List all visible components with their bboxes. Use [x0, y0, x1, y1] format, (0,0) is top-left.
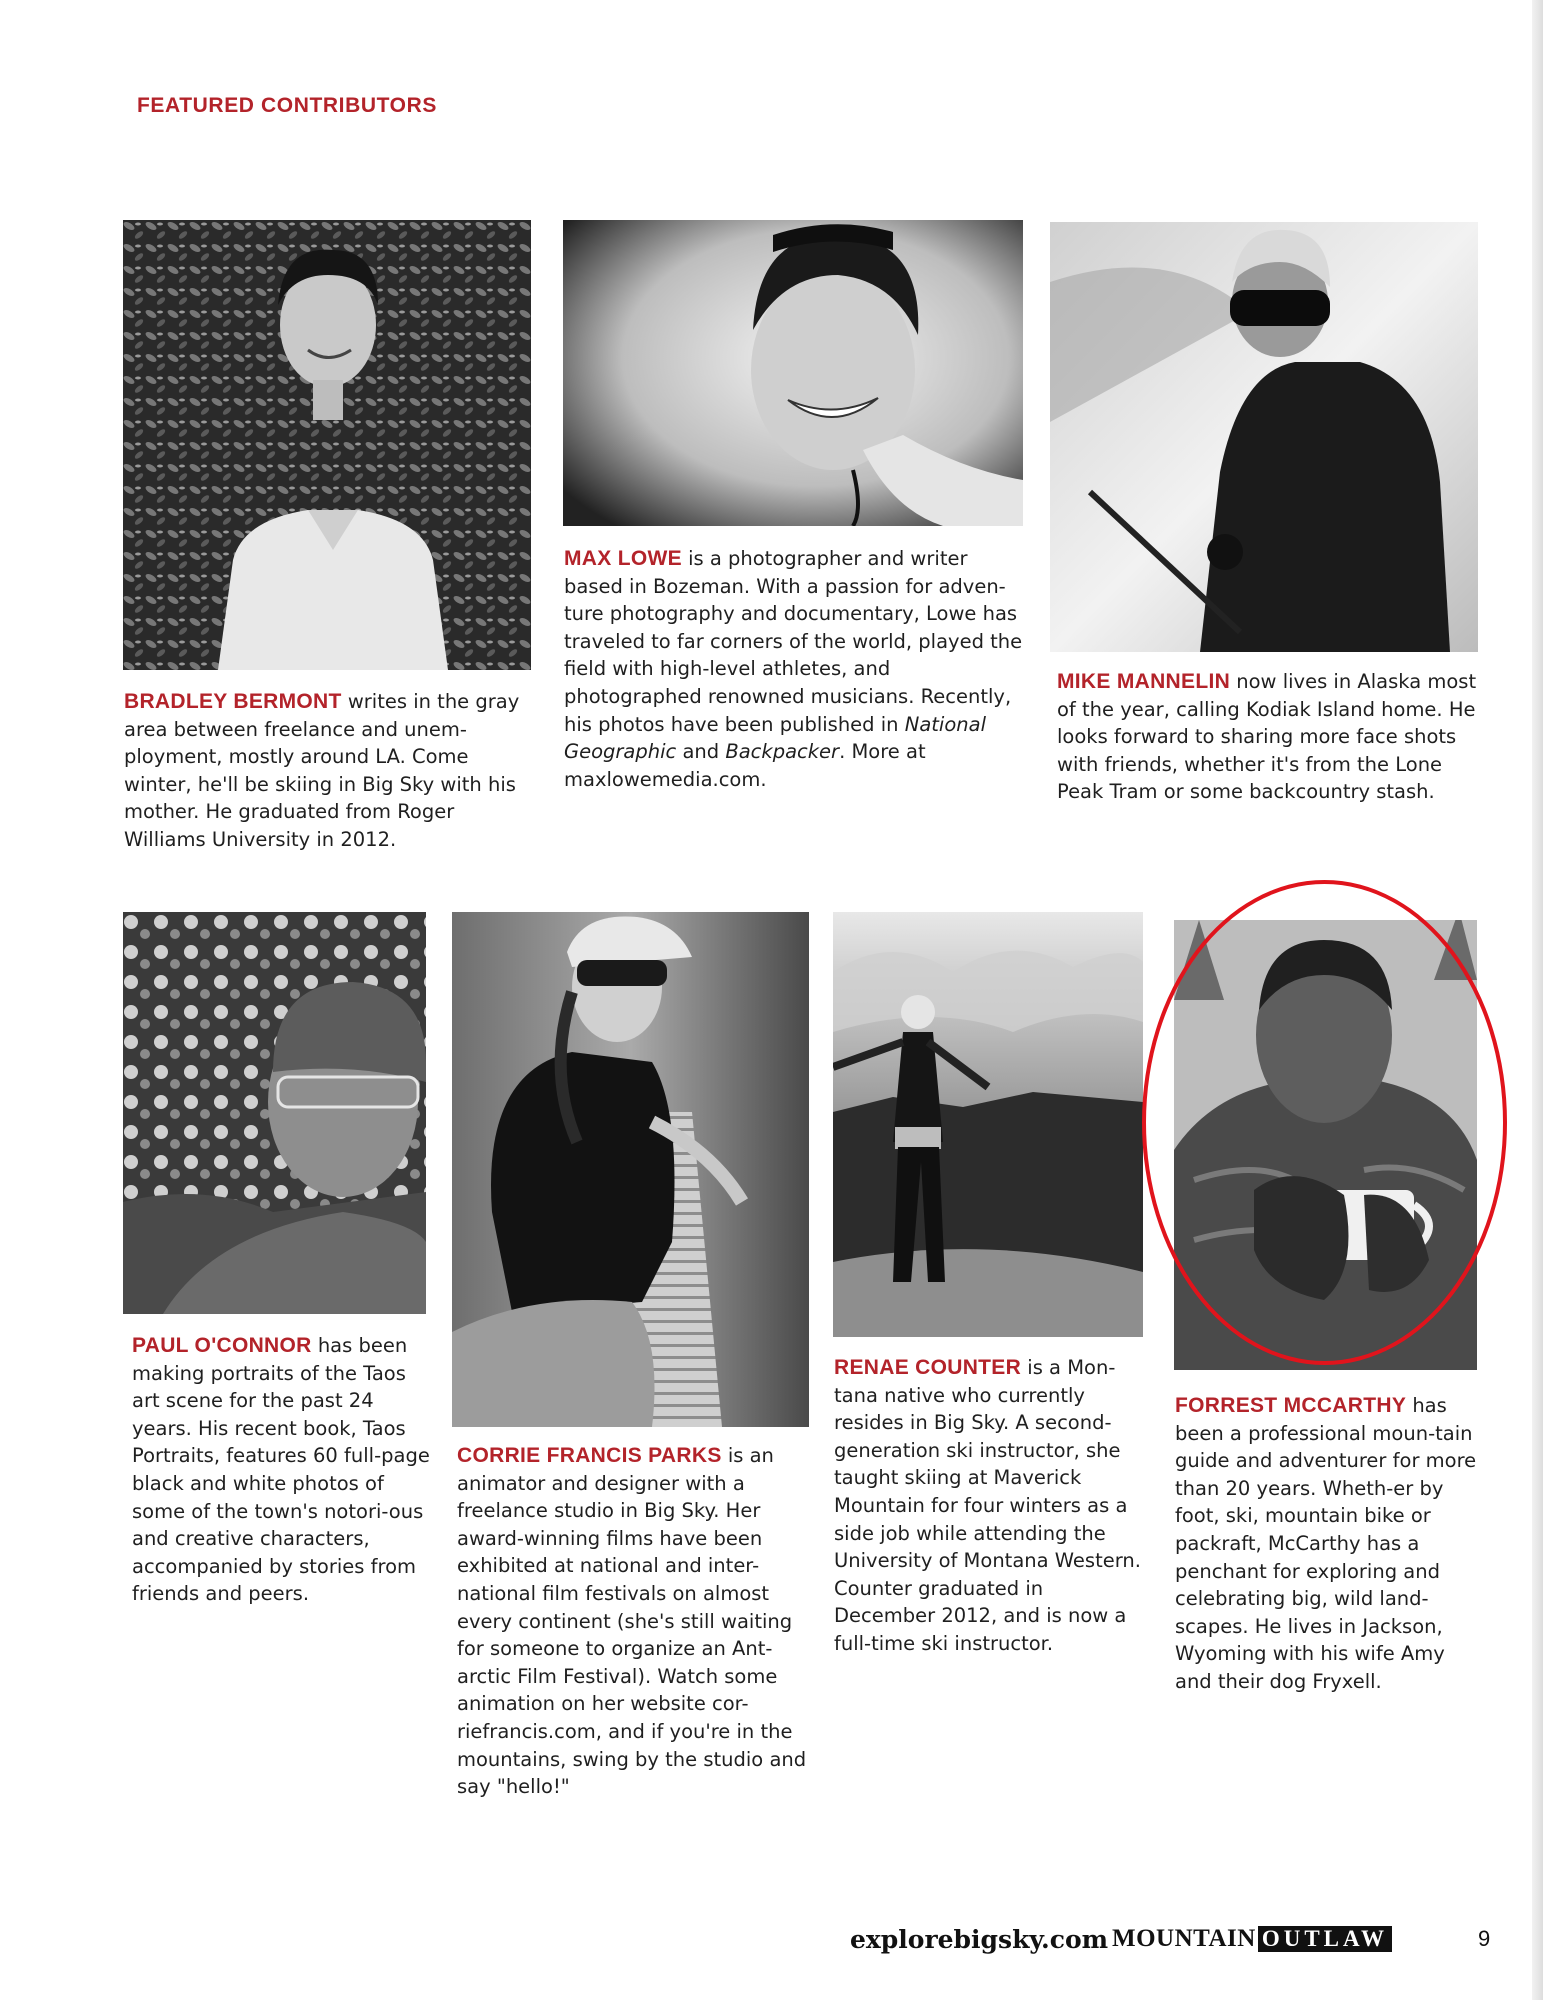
bio-paul-oconnor [132, 1332, 437, 1608]
contributor-bio: has been making portraits of the Taos art scene for the past 24 years. His recent book, Taos Portraits, features 60 full-page black and white photos of some of the town's notori-ous and creative characters, accompanied by stories from friends and peers. [132, 1334, 430, 1606]
contributor-bio: now lives in Alaska most of the year, calling Kodiak Island home. He looks forward to sharing more face shots with friends, whether it's from the Lone Peak Tram or some backcountry stash. [1057, 670, 1477, 804]
page-number: 9 [1478, 1926, 1491, 1951]
photo-renae-counter [833, 912, 1143, 1337]
page-edge [1532, 0, 1543, 2000]
brand-outlaw: OUTLAW [1258, 1926, 1392, 1952]
bio-renae-counter [834, 1354, 1144, 1658]
brand-mountain: MOUNTAIN [1112, 1925, 1256, 1952]
contributor-name: MIKE MANNELIN [1057, 670, 1231, 693]
publication-name: Backpacker [725, 740, 840, 764]
bio-max-lowe [564, 545, 1024, 793]
contributor-bio: writes in the gray area between freelance and unem-ployment, mostly around LA. Come winter, he'll be skiing in Big Sky with his mother. He graduated from Roger Williams University in 2012. [124, 690, 520, 851]
photo-mike-mannelin [1050, 222, 1478, 652]
publication-name: National Geographic [564, 712, 986, 764]
photo-max-lowe [563, 220, 1023, 526]
section-title: FEATURED CONTRIBUTORS [137, 94, 437, 117]
contributor-bio: is a photographer and writer based in Bozeman. With a passion for adven-ture photography and documentary, Lowe has traveled to far corners of the world, played the field with high-level athletes, and photographed renowned musicians. Recently, his photos have been published in [564, 547, 1023, 736]
contributor-name: CORRIE FRANCIS PARKS [457, 1444, 722, 1467]
contributor-name: RENAE COUNTER [834, 1356, 1022, 1379]
footer-brand-logo [1112, 1925, 1392, 1953]
contributor-bio: and [676, 740, 726, 764]
contributor-bio: has been a professional moun-tain guide and adventurer for more than 20 years. Wheth-er by foot, ski, mountain bike or packraft, McCarthy has a penchant for exploring and celebrating big, wild land-scapes. He lives in Jackson, Wyoming with his wife Amy and their dog Fryxell. [1175, 1394, 1477, 1693]
contributor-name: PAUL O'CONNOR [132, 1334, 312, 1357]
contributor-bio: is a Mon-tana native who currently resides in Big Sky. A second-generation ski instructor, she taught skiing at Maverick Mountain for four winters as a side job while attending the University of Montana Western. Counter graduated in December 2012, and is now a full-time ski instructor. [834, 1356, 1141, 1655]
bio-bradley-bermont [124, 688, 536, 854]
contributor-name: BRADLEY BERMONT [124, 690, 342, 713]
photo-bradley-bermont [123, 220, 531, 670]
contributor-bio: . More at maxlowemedia.com. [564, 740, 926, 791]
bio-corrie-francis-parks [457, 1442, 815, 1801]
photo-paul-oconnor [123, 912, 426, 1314]
contributor-name: FORREST MCCARTHY [1175, 1394, 1407, 1417]
photo-corrie-francis-parks [452, 912, 809, 1427]
contributor-bio: is an animator and designer with a freelance studio in Big Sky. Her award-winning films have been exhibited at national and inter-national film festivals on almost every continent (she's still waiting for someone to organize an Ant-arctic Film Festival). Watch some animation on her website cor-riefrancis.com, and if you're in the mountains, swing by the studio and say "hello!" [457, 1444, 807, 1799]
bio-mike-mannelin [1057, 668, 1482, 806]
photo-forrest-mccarthy [1174, 920, 1477, 1370]
bio-forrest-mccarthy [1175, 1392, 1480, 1696]
contributor-name: MAX LOWE [564, 547, 682, 570]
footer-website: explorebigsky.com [850, 1925, 1109, 1954]
